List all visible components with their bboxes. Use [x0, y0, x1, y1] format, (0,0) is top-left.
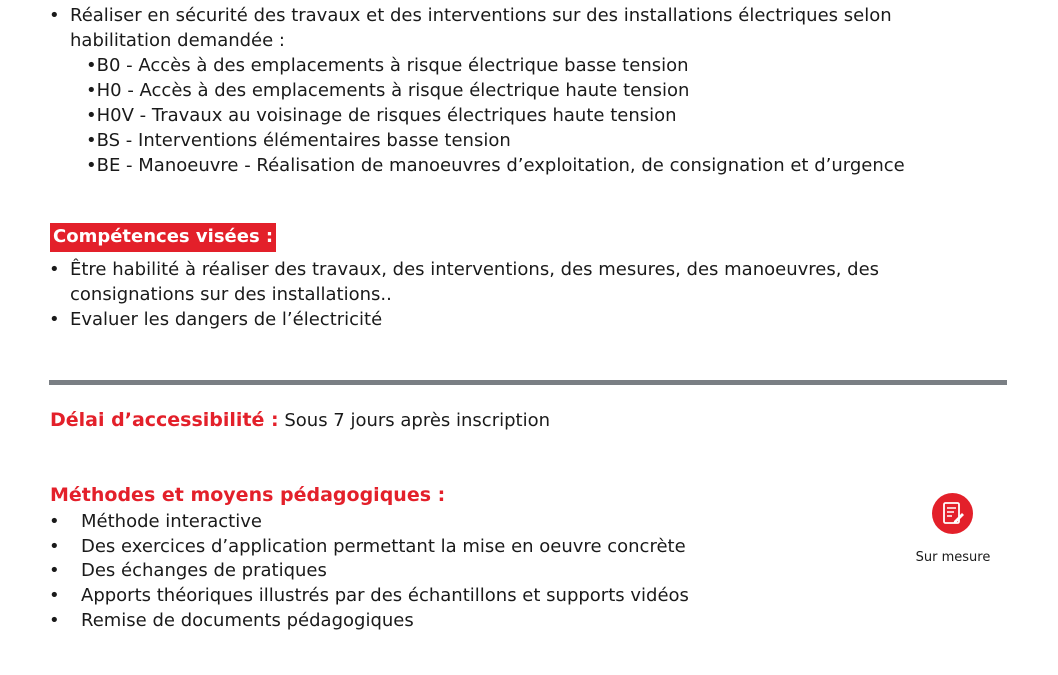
methodes-bullet-5: •: [49, 610, 60, 631]
methodes-item-3: Des échanges de pratiques: [81, 560, 327, 581]
delai-row: [50, 408, 550, 433]
section-divider: [49, 380, 1007, 385]
methodes-item-5: Remise de documents pédagogiques: [81, 610, 414, 631]
methodes-title: Méthodes et moyens pédagogiques :: [50, 484, 446, 506]
methodes-bullet-4: •: [49, 585, 60, 606]
competences-heading: [50, 223, 276, 252]
delai-value: Sous 7 jours après inscription: [278, 410, 551, 431]
intro-line-2: habilitation demandée :: [70, 30, 285, 51]
habilitation-item-h0v: •H0V - Travaux au voisinage de risques électriques haute tension: [86, 105, 677, 126]
methodes-item-2: Des exercices d’application permettant la mise en oeuvre concrète: [81, 536, 686, 557]
competences-bullet-2: •: [49, 309, 60, 330]
habilitation-item-b0: •B0 - Accès à des emplacements à risque électrique basse tension: [86, 55, 689, 76]
delai-label: Délai d’accessibilité :: [50, 409, 279, 431]
competences-bullet-1: •: [49, 259, 60, 280]
methodes-bullet-2: •: [49, 536, 60, 557]
habilitation-item-be: •BE - Manoeuvre - Réalisation de manoeuvres d’exploitation, de consignation et d’urgence: [86, 155, 905, 176]
methodes-bullet-3: •: [49, 560, 60, 581]
intro-bullet: •: [49, 5, 60, 26]
competences-title: Compétences visées :: [50, 223, 276, 252]
sur-mesure-label: Sur mesure: [915, 550, 991, 565]
methodes-item-4: Apports théoriques illustrés par des échantillons et supports vidéos: [81, 585, 689, 606]
competences-item-1-line-1: Être habilité à réaliser des travaux, des interventions, des mesures, des manoeuvres, des: [70, 259, 880, 280]
habilitation-item-bs: •BS - Interventions élémentaires basse tension: [86, 130, 511, 151]
competences-item-1-line-2: consignations sur des installations..: [70, 284, 392, 305]
methodes-bullet-1: •: [49, 511, 60, 532]
habilitation-item-h0: •H0 - Accès à des emplacements à risque électrique haute tension: [86, 80, 690, 101]
methodes-item-1: Méthode interactive: [81, 511, 262, 532]
edit-document-icon: [932, 493, 973, 534]
competences-item-2: Evaluer les dangers de l’électricité: [70, 309, 383, 330]
intro-line-1: Réaliser en sécurité des travaux et des interventions sur des installations électriques selon: [70, 5, 892, 26]
